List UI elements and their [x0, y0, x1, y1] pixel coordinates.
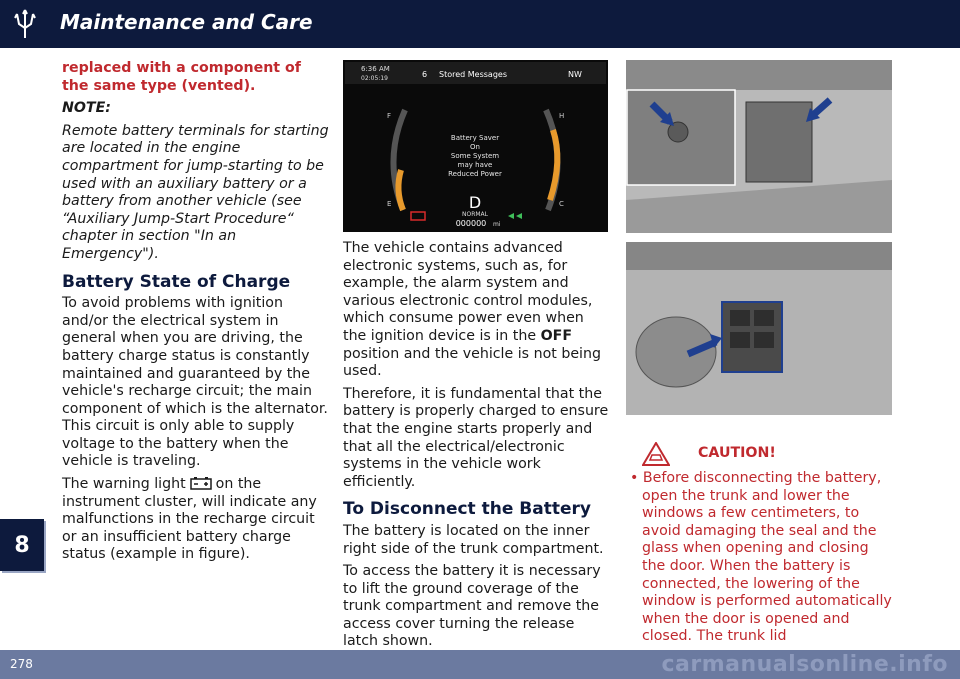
paragraph-warning-light: The warning light on the instrument cluster, will indicate any malfunctions in the recharge circuit or an insufficient battery charge status (example in figure). [62, 476, 317, 563]
section-title: Maintenance and Care [60, 10, 313, 34]
paragraph-battery-location: The battery is located on the inner right side of the trunk compartment. [343, 522, 604, 557]
message-count: 6 [422, 70, 428, 79]
battery-location-photo [626, 242, 892, 415]
heading-battery-state: Battery State of Charge [62, 271, 291, 292]
paragraph-access-battery: To access the battery it is necessary to lift the ground coverage of the trunk compartment and remove the access cover turning the release latch shown. [343, 563, 601, 650]
saver-line-5: Reduced Power [448, 170, 502, 178]
temp-hot-label: H [559, 112, 565, 120]
caution-title: CAUTION! [698, 445, 776, 462]
page-number: 278 [10, 657, 33, 671]
caution-bullet: • Before disconnecting the battery, open the trunk and lower the windows a few centimeters, to avoid damaging the seal and the glass when opening and closing the door. When the battery is connected, the lowering of the window is performed automatically when the door is opened and closed. The trunk lid [630, 470, 892, 645]
note-label: NOTE: [62, 100, 111, 117]
cluster-time: 6:36 AM [361, 65, 390, 73]
car-warning-icon [642, 442, 670, 466]
odometer: 000000 [455, 219, 487, 228]
paragraph-recharge-circuit: To avoid problems with ignition and/or the electrical system in general when you are driving, the battery charge status is constantly maintained and guaranteed by the vehicle's recharge circuit; the main component of which is the alternator. This circuit is only able to supply voltage to the battery when the vehicle is traveling. [62, 295, 328, 470]
temp-cold-label: C [559, 200, 564, 208]
saver-line-2: On [470, 143, 480, 151]
intro-continuation: replaced with a component of the same type (vented). [62, 60, 301, 94]
compass-heading: NW [568, 70, 582, 79]
saver-line-4: may have [457, 161, 493, 169]
note-reference[interactable]: In an Emergency [62, 228, 237, 262]
drive-mode: NORMAL [461, 211, 489, 218]
text-column-1 [62, 60, 330, 569]
chapter-tab: 8 [0, 519, 44, 571]
cluster-trip-time: 02:05:19 [361, 75, 388, 82]
instrument-cluster-figure [343, 60, 608, 232]
battery-warning-icon [190, 476, 212, 490]
trunk-cover-photo [626, 60, 892, 233]
text-column-2 [343, 240, 611, 656]
fuel-empty-label: E [387, 200, 392, 208]
watermark: carmanualsonline.info [661, 652, 948, 677]
page-header [0, 0, 960, 48]
trident-logo-icon [10, 8, 40, 40]
fuel-full-label: F [387, 112, 392, 120]
note-text: Remote battery terminals for starting are located in the engine compartment for jump-starting to be used with an auxiliary battery or a battery from another vehicle (see “Auxiliary Jump-Start Procedure“ chapter in section "In an Emergency"). [62, 122, 329, 262]
message-label: Stored Messages [439, 70, 507, 79]
paragraph-battery-charged: Therefore, it is fundamental that the battery is properly charged to ensure that the engine starts properly and that all the electrical/electronic systems in the vehicle work efficiently. [343, 385, 609, 490]
heading-disconnect-battery: To Disconnect the Battery [343, 499, 591, 520]
caution-header [642, 442, 896, 466]
gear-indicator: D [468, 193, 482, 212]
paragraph-electronic-systems: The vehicle contains advanced electronic systems, such as, for example, the alarm system and various electronic control modules, which consume power even when the ignition device is in the OFF position and the vehicle is not being used. [343, 240, 602, 380]
caution-box [626, 442, 896, 646]
saver-line-3: Some System [450, 152, 500, 160]
page-footer [0, 650, 960, 679]
odometer-unit: mi [493, 221, 501, 228]
saver-line-1: Battery Saver [450, 134, 500, 142]
